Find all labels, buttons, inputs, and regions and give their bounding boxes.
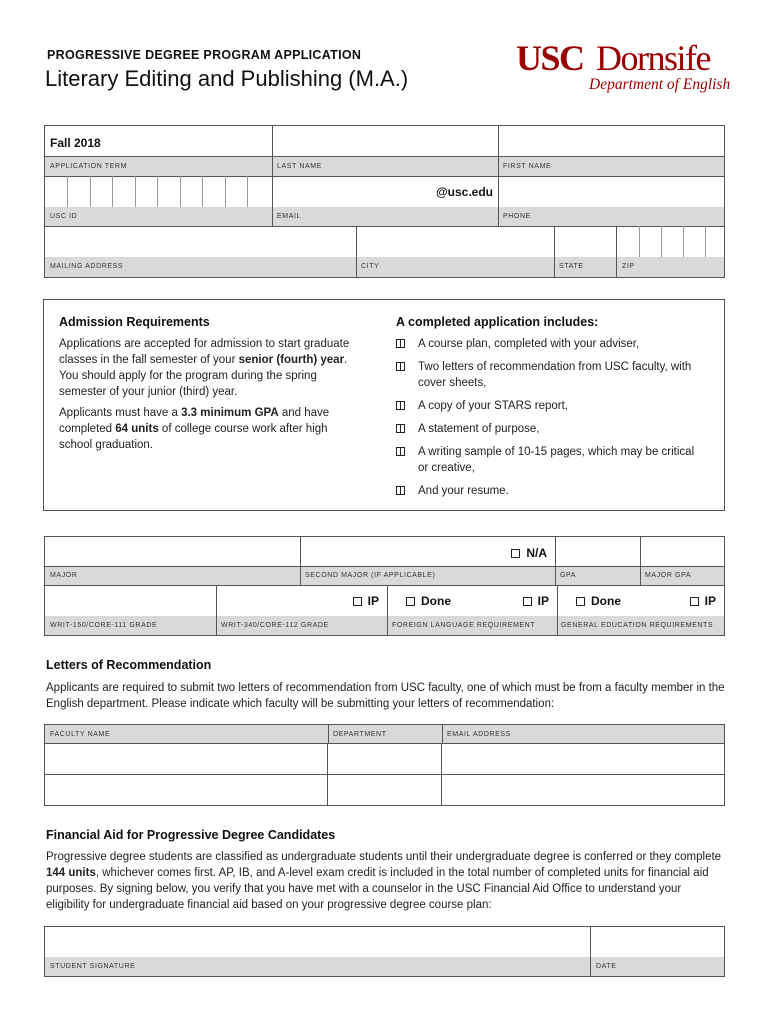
city-field[interactable] xyxy=(356,226,554,258)
includes-item: A statement of purpose, xyxy=(396,421,696,437)
admission-p2-text-b: and have completed xyxy=(59,407,330,435)
checkbox-icon[interactable] xyxy=(396,486,405,495)
na-checkbox-icon[interactable] xyxy=(511,549,520,558)
academic-row1-caption-bar xyxy=(44,567,725,586)
writ150-grade-field[interactable] xyxy=(44,586,216,617)
includes-item: A copy of your STARS report, xyxy=(396,398,696,414)
gpa-field[interactable] xyxy=(555,536,640,567)
foreign-language-ip-option[interactable] xyxy=(523,594,549,608)
checkbox-icon[interactable] xyxy=(396,362,405,371)
admission-p2-text-c: of college course work after high school graduation. xyxy=(59,423,328,451)
table-row xyxy=(44,774,725,806)
email-address-header: EMAIL ADDRESS xyxy=(447,731,511,738)
date-field[interactable] xyxy=(590,926,725,958)
page-title: Literary Editing and Publishing (M.A.) xyxy=(45,66,409,91)
email-label: EMAIL xyxy=(277,213,302,220)
major-gpa-field[interactable] xyxy=(640,536,725,567)
letters-text: Applicants are required to submit two letters of recommendation from USC faculty, one of which must be from a faculty member in the English department. Please indicate which faculty will be submitting your letters of recommendation: xyxy=(46,682,725,710)
writ340-ip-option[interactable] xyxy=(353,594,379,608)
academic-row2-caption-bar xyxy=(44,616,725,636)
academic-info-grid xyxy=(44,536,725,636)
admission-p1-text-b: . You should apply for the program during the spring semester of your junior (third) year. xyxy=(59,354,348,398)
foreign-language-label: FOREIGN LANGUAGE REQUIREMENT xyxy=(392,622,536,629)
dornsife-logo-wordmark: Dornsife xyxy=(596,38,710,78)
phone-field[interactable] xyxy=(498,176,725,208)
faculty-table xyxy=(44,724,725,806)
department-header: DEPARTMENT xyxy=(333,731,387,738)
state-field[interactable] xyxy=(554,226,616,258)
email-suffix: @usc.edu xyxy=(435,185,493,199)
zip-label: ZIP xyxy=(622,263,635,270)
financial-aid-text xyxy=(46,849,726,913)
financial-aid-units-bold: 144 units xyxy=(46,867,96,879)
ip-checkbox-icon[interactable] xyxy=(690,597,699,606)
gen-ed-field[interactable] xyxy=(557,586,725,617)
checkbox-icon[interactable] xyxy=(396,424,405,433)
usc-id-label: USC ID xyxy=(50,213,78,220)
second-major-field[interactable] xyxy=(300,536,555,567)
includes-item: A course plan, completed with your adviser, xyxy=(396,336,696,352)
application-term-value: Fall 2018 xyxy=(50,136,101,150)
department-logo-text: Department of English xyxy=(589,76,731,93)
major-gpa-label: MAJOR GPA xyxy=(645,572,692,579)
gen-ed-ip-option[interactable] xyxy=(690,594,716,608)
usc-id-field[interactable] xyxy=(44,176,272,208)
includes-heading: A completed application includes: xyxy=(396,315,599,329)
admission-paragraph-2 xyxy=(59,405,359,453)
email-address-cell[interactable] xyxy=(442,743,724,774)
form-kicker: PROGRESSIVE DEGREE PROGRAM APPLICATION xyxy=(47,48,362,62)
includes-item: And your resume. xyxy=(396,483,696,499)
last-name-field[interactable] xyxy=(272,125,498,157)
admission-p2-units-bold: 64 units xyxy=(115,423,159,435)
faculty-table-header xyxy=(44,724,725,744)
done-label: Done xyxy=(421,594,451,608)
faculty-name-header: FACULTY NAME xyxy=(50,731,111,738)
zip-field[interactable] xyxy=(616,226,725,258)
table-row xyxy=(44,743,725,775)
faculty-name-cell[interactable] xyxy=(45,774,328,805)
admission-heading: Admission Requirements xyxy=(59,315,210,329)
includes-list xyxy=(396,336,696,499)
major-label: MAJOR xyxy=(50,572,78,579)
city-label: CITY xyxy=(361,263,380,270)
email-address-cell[interactable] xyxy=(442,774,724,805)
applicant-info-grid xyxy=(44,125,725,279)
second-major-na-option[interactable] xyxy=(511,546,547,560)
row3-caption-bar xyxy=(44,257,725,278)
letters-heading: Letters of Recommendation xyxy=(46,658,212,672)
admission-p2-text-a: Applicants must have a xyxy=(59,407,182,419)
department-cell[interactable] xyxy=(328,743,442,774)
gen-ed-done-option[interactable] xyxy=(576,594,621,608)
ip-label: IP xyxy=(704,594,716,608)
done-checkbox-icon[interactable] xyxy=(576,597,585,606)
faculty-name-cell[interactable] xyxy=(45,743,328,774)
date-label: DATE xyxy=(596,963,617,970)
ip-checkbox-icon[interactable] xyxy=(353,597,362,606)
major-field[interactable] xyxy=(44,536,300,567)
financial-aid-text-b: , whichever comes first. AP, IB, and A-level exam credit is included in the total number of completed units for financial aid purposes. By signing below, you verify that you have met with a counselor in the USC Financial Aid Office to understand your eligibility for undergraduate financial aid based on your progressive degree course plan: xyxy=(46,867,709,911)
admission-p2-gpa-bold: 3.3 minimum GPA xyxy=(181,407,279,419)
phone-label: PHONE xyxy=(503,213,531,220)
signature-grid xyxy=(44,926,725,978)
includes-item: Two letters of recommendation from USC faculty, with cover sheets, xyxy=(396,359,696,391)
done-checkbox-icon[interactable] xyxy=(406,597,415,606)
student-signature-label: STUDENT SIGNATURE xyxy=(50,963,136,970)
done-label: Done xyxy=(591,594,621,608)
last-name-label: LAST NAME xyxy=(277,163,322,170)
mailing-address-label: MAILING ADDRESS xyxy=(50,263,124,270)
email-field[interactable] xyxy=(272,176,498,208)
foreign-language-done-option[interactable] xyxy=(406,594,451,608)
includes-item: A writing sample of 10-15 pages, which may be critical or creative, xyxy=(396,444,696,476)
ip-label: IP xyxy=(537,594,549,608)
application-term-field[interactable] xyxy=(44,125,272,157)
na-label: N/A xyxy=(526,546,547,560)
first-name-field[interactable] xyxy=(498,125,725,157)
ip-checkbox-icon[interactable] xyxy=(523,597,532,606)
usc-logo-wordmark: USC xyxy=(516,38,584,78)
first-name-label: FIRST NAME xyxy=(503,163,552,170)
admission-p1-text-a: Applications are accepted for admission to start graduate classes in the fall semester of your xyxy=(59,338,350,366)
state-label: STATE xyxy=(559,263,584,270)
writ150-label: WRIT-150/CORE-111 GRADE xyxy=(50,622,158,629)
department-cell[interactable] xyxy=(328,774,442,805)
signature-caption-bar xyxy=(44,957,725,977)
student-signature-field[interactable] xyxy=(44,926,590,958)
admission-requirements-box xyxy=(43,299,725,511)
ip-label: IP xyxy=(367,594,379,608)
second-major-label: SECOND MAJOR (IF APPLICABLE) xyxy=(305,572,436,579)
financial-aid-text-a: Progressive degree students are classified as undergraduate students until their undergraduate degree is conferred or they complete xyxy=(46,851,722,863)
gpa-label: GPA xyxy=(560,572,577,579)
mailing-address-field[interactable] xyxy=(44,226,356,258)
gen-ed-label: GENERAL EDUCATION REQUIREMENTS xyxy=(561,622,714,629)
financial-aid-heading: Financial Aid for Progressive Degree Candidates xyxy=(46,828,336,842)
application-term-label: APPLICATION TERM xyxy=(50,163,128,170)
admission-p1-bold: senior (fourth) year xyxy=(238,354,345,366)
checkbox-icon[interactable] xyxy=(396,339,405,348)
foreign-language-field[interactable] xyxy=(387,586,557,617)
writ340-grade-field[interactable] xyxy=(216,586,387,617)
row2-caption-bar xyxy=(44,207,725,227)
admission-paragraph-1 xyxy=(59,336,359,400)
checkbox-icon[interactable] xyxy=(396,447,405,456)
writ340-label: WRIT-340/CORE-112 GRADE xyxy=(221,622,329,629)
row1-caption-bar xyxy=(44,157,725,177)
checkbox-icon[interactable] xyxy=(396,401,405,410)
